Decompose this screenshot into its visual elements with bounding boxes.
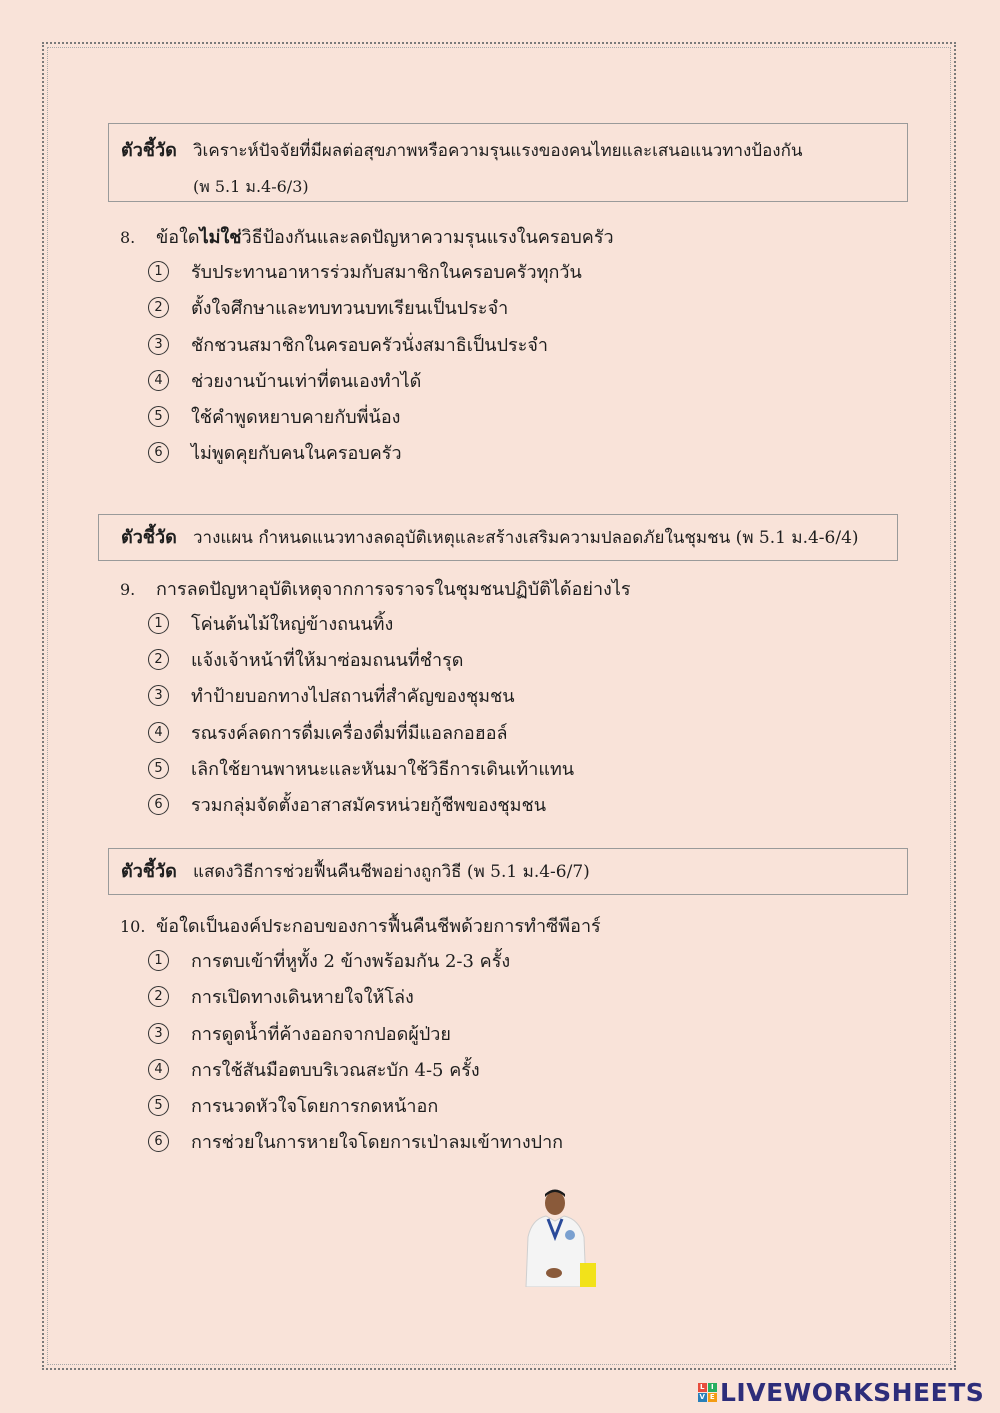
option-number-circle[interactable]: 2 — [148, 649, 169, 670]
option-number-circle[interactable]: 6 — [148, 1131, 169, 1152]
option-number-circle[interactable]: 6 — [148, 794, 169, 815]
question-text-emphasis: ไม่ใช่ — [199, 227, 242, 248]
question-9 — [120, 574, 631, 603]
answer-option[interactable] — [148, 608, 393, 638]
answer-option[interactable] — [148, 1090, 438, 1120]
logo-badge-icon — [698, 1383, 717, 1402]
indicator-label: ตัวชี้วัด — [121, 861, 177, 882]
option-text: การเปิดทางเดินหายใจให้โล่ง — [191, 986, 414, 1008]
option-number-circle[interactable]: 4 — [148, 1059, 169, 1080]
indicator-text: วางแผน กำหนดแนวทางลดอุบัติเหตุและสร้างเสริมความปลอดภัยในชุมชน (พ 5.1 ม.4-6/4) — [193, 528, 859, 548]
option-text: โค่นต้นไม้ใหญ่ข้างถนนทิ้ง — [191, 613, 394, 635]
option-text: ตั้งใจศึกษาและทบทวนบทเรียนเป็นประจำ — [191, 297, 509, 319]
logo-badge-letter: I — [708, 1383, 717, 1392]
answer-option[interactable] — [148, 329, 548, 359]
answer-option[interactable] — [148, 365, 421, 395]
option-text: รับประทานอาหารร่วมกับสมาชิกในครอบครัวทุกวัน — [191, 261, 582, 283]
option-number-circle[interactable]: 1 — [148, 950, 169, 971]
logo-badge-letter: V — [699, 1393, 706, 1401]
option-number-circle[interactable]: 5 — [148, 1095, 169, 1116]
logo-badge-letter: E — [709, 1393, 716, 1401]
option-number-circle[interactable]: 2 — [148, 986, 169, 1007]
logo-badge-letter: L — [698, 1383, 707, 1392]
option-number-circle[interactable]: 5 — [148, 406, 169, 427]
question-number: 10. — [120, 917, 146, 936]
question-text-post: วิธีป้องกันและลดปัญหาความรุนแรงในครอบครัว — [241, 227, 614, 248]
question-number: 8. — [120, 228, 136, 247]
option-text: ชักชวนสมาชิกในครอบครัวนั่งสมาธิเป็นประจำ — [191, 334, 549, 356]
option-text: ช่วยงานบ้านเท่าที่ตนเองทำได้ — [191, 370, 422, 392]
option-text: เลิกใช้ยานพาหนะและหันมาใช้วิธีการเดินเท้าแทน — [191, 758, 575, 780]
option-number-circle[interactable]: 3 — [148, 334, 169, 355]
question-10 — [120, 911, 601, 940]
question-number: 9. — [120, 580, 136, 599]
option-number-circle[interactable]: 2 — [148, 297, 169, 318]
answer-option[interactable] — [148, 437, 402, 467]
teacher-photo — [516, 1183, 598, 1287]
answer-option[interactable] — [148, 644, 463, 674]
answer-option[interactable] — [148, 945, 510, 975]
answer-option[interactable] — [148, 292, 508, 322]
option-number-circle[interactable]: 1 — [148, 613, 169, 634]
question-8 — [120, 222, 614, 251]
option-number-circle[interactable]: 6 — [148, 442, 169, 463]
liveworksheets-logo — [698, 1378, 984, 1407]
question-text: ข้อใดเป็นองค์ประกอบของการฟื้นคืนชีพด้วยการทำซีพีอาร์ — [156, 916, 601, 937]
question-text: การลดปัญหาอุบัติเหตุจากการจราจรในชุมชนปฏิบัติได้อย่างไร — [156, 579, 631, 600]
answer-option[interactable] — [148, 1018, 451, 1048]
answer-option[interactable] — [148, 1126, 563, 1156]
option-text: การนวดหัวใจโดยการกดหน้าอก — [191, 1095, 439, 1117]
option-text: ทำป้ายบอกทางไปสถานที่สำคัญของชุมชน — [191, 685, 515, 707]
option-text: รวมกลุ่มจัดตั้งอาสาสมัครหน่วยกู้ชีพของชุมชน — [191, 794, 547, 816]
option-number-circle[interactable]: 4 — [148, 722, 169, 743]
option-text: การดูดน้ำที่ค้างออกจากปอดผู้ป่วย — [191, 1023, 451, 1045]
logo-text: LIVEWORKSHEETS — [720, 1378, 985, 1407]
answer-option[interactable] — [148, 1054, 480, 1084]
indicator-text: วิเคราะห์ปัจจัยที่มีผลต่อสุขภาพหรือความรุนแรงของคนไทยและเสนอแนวทางป้องกัน — [193, 141, 803, 161]
indicator-box — [108, 123, 908, 202]
option-text: รณรงค์ลดการดื่มเครื่องดื่มที่มีแอลกอฮอล์ — [191, 722, 508, 744]
answer-option[interactable] — [148, 753, 574, 783]
option-text: การช่วยในการหายใจโดยการเป่าลมเข้าทางปาก — [191, 1131, 564, 1153]
indicator-label: ตัวชี้วัด — [121, 140, 177, 161]
question-text-pre: ข้อใด — [156, 227, 200, 248]
option-number-circle[interactable]: 3 — [148, 1023, 169, 1044]
indicator-box — [98, 514, 898, 561]
indicator-box — [108, 848, 908, 895]
option-text: แจ้งเจ้าหน้าที่ให้มาซ่อมถนนที่ชำรุด — [191, 649, 464, 671]
answer-option[interactable] — [148, 981, 414, 1011]
option-number-circle[interactable]: 3 — [148, 685, 169, 706]
indicator-label: ตัวชี้วัด — [121, 527, 177, 548]
option-text: ใช้คำพูดหยาบคายกับพี่น้อง — [191, 406, 401, 428]
indicator-text: แสดงวิธีการช่วยฟื้นคืนชีพอย่างถูกวิธี (พ 5.1 ม.4-6/7) — [193, 862, 590, 882]
answer-option[interactable] — [148, 256, 582, 286]
option-text: ไม่พูดคุยกับคนในครอบครัว — [191, 442, 402, 464]
option-number-circle[interactable]: 4 — [148, 370, 169, 391]
answer-option[interactable] — [148, 789, 546, 819]
answer-option[interactable] — [148, 717, 508, 747]
option-number-circle[interactable]: 5 — [148, 758, 169, 779]
option-number-circle[interactable]: 1 — [148, 261, 169, 282]
answer-option[interactable] — [148, 401, 400, 431]
answer-option[interactable] — [148, 680, 515, 710]
option-text: การตบเข้าที่หูทั้ง 2 ข้างพร้อมกัน 2-3 ครั้ง — [191, 950, 511, 972]
option-text: การใช้สันมือตบบริเวณสะบัก 4-5 ครั้ง — [191, 1059, 480, 1081]
indicator-code: (พ 5.1 ม.4-6/3) — [193, 177, 309, 196]
